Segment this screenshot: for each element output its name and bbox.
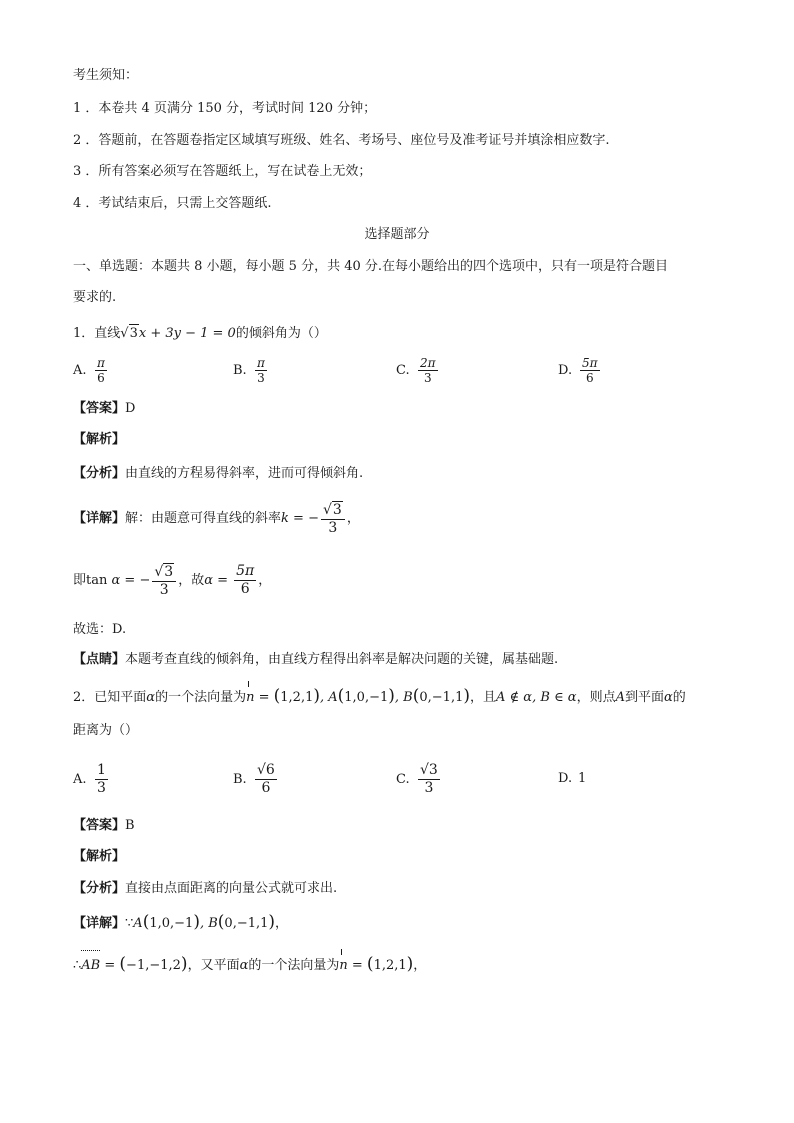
- q1-detail-2: 即tan α = − $\frac{√3}{3}$ ，故α = $\frac{5\pi}{6}$ ，: [73, 563, 272, 598]
- q1-fenxi: 【分析】由直线的方程易得斜率，进而可得倾斜角.: [73, 466, 364, 481]
- q2-option-c: C. $\frac{√3}{3}$: [396, 762, 438, 796]
- question-2-stem: 2．已知平面α的一个法向量为n = (1,2,1), A(1,0,−1), B(0,−1,1)，且A ∉ α, B ∈ α，则点A到平面α的: [73, 684, 686, 710]
- notice-item: 2 ．答题前，在答题卷指定区域填写班级、姓名、考场号、座位号及准考证号并填涂相应数字.: [73, 133, 610, 148]
- q1-comment: 【点睛】本题考查直线的倾斜角，由直线方程得出斜率是解决问题的关键，属基础题.: [73, 652, 559, 667]
- q1-slope-formula: k = − $\frac{√3}{3}$: [281, 511, 347, 526]
- q1-prefix: 1．直线: [73, 326, 121, 341]
- q2-detail: 【详解】∵A(1,0,−1), B(0,−1,1)，: [73, 912, 289, 932]
- notice-item: 1 ．本卷共 4 页满分 150 分，考试时间 120 分钟；: [73, 101, 377, 116]
- q1-answer: 【答案】D: [73, 401, 136, 416]
- section-intro-line2: 要求的.: [73, 290, 117, 305]
- q1-option-b: B. $\frac{\pi}{3}$: [233, 356, 265, 385]
- q1-conclusion: 故选：D.: [73, 622, 127, 637]
- q2-analysis-tag: 【解析】: [73, 849, 126, 864]
- q2-answer: 【答案】B: [73, 818, 135, 833]
- q2-normal-vector: n = (1,2,1): [339, 958, 413, 973]
- q2-detail-2: ∴AB = (−1,−1,2)，又平面α的一个法向量为n = (1,2,1)，: [73, 952, 426, 978]
- q1-angle-formula: α = $\frac{5\pi}{6}$: [204, 563, 255, 597]
- q2-stem-line2: 距离为（）: [73, 723, 139, 738]
- q1-line-equation: √3x + 3y − 1 = 0: [120, 326, 236, 341]
- q1-detail: 【详解】解：由题意可得直线的斜率k = − $\frac{√3}{3}$ ，: [73, 501, 360, 536]
- notice-item: 3 ．所有答案必须写在答题纸上，写在试卷上无效；: [73, 164, 372, 179]
- q1-option-c: C. $\frac{2\pi}{3}$: [396, 356, 436, 385]
- section-intro-line1: 一、单选题：本题共 8 小题，每小题 5 分，共 40 分.在每小题给出的四个选项中，只有一项是符合题目: [73, 259, 669, 274]
- q1-suffix: 的倾斜角为（）: [235, 326, 327, 341]
- notice-title: 考生须知：: [73, 68, 139, 83]
- section-title: 选择题部分: [364, 227, 430, 242]
- q2-vectors: n = (1,2,1), A(1,0,−1), B(0,−1,1): [246, 690, 470, 705]
- q1-tan-formula: tan α = − $\frac{√3}{3}$: [86, 573, 178, 588]
- notice-item: 4 ．考试结束后，只需上交答题纸.: [73, 196, 272, 211]
- question-1-stem: [73, 324, 327, 343]
- q2-points: A(1,0,−1), B(0,−1,1): [133, 912, 276, 932]
- q2-ab-vector: AB = (−1,−1,2): [81, 958, 187, 973]
- q2-option-d: D. 1: [558, 771, 587, 786]
- q1-option-a: A. $\frac{\pi}{6}$: [73, 356, 105, 385]
- q1-analysis-tag: 【解析】: [73, 432, 126, 447]
- q2-option-a: A. $\frac{1}{3}$: [73, 762, 106, 796]
- q2-option-b: B. $\frac{√6}{6}$: [233, 762, 275, 796]
- q1-option-d: D. $\frac{5\pi}{6}$: [558, 356, 598, 385]
- q2-fenxi: 【分析】直接由点面距离的向量公式就可求出.: [73, 881, 338, 896]
